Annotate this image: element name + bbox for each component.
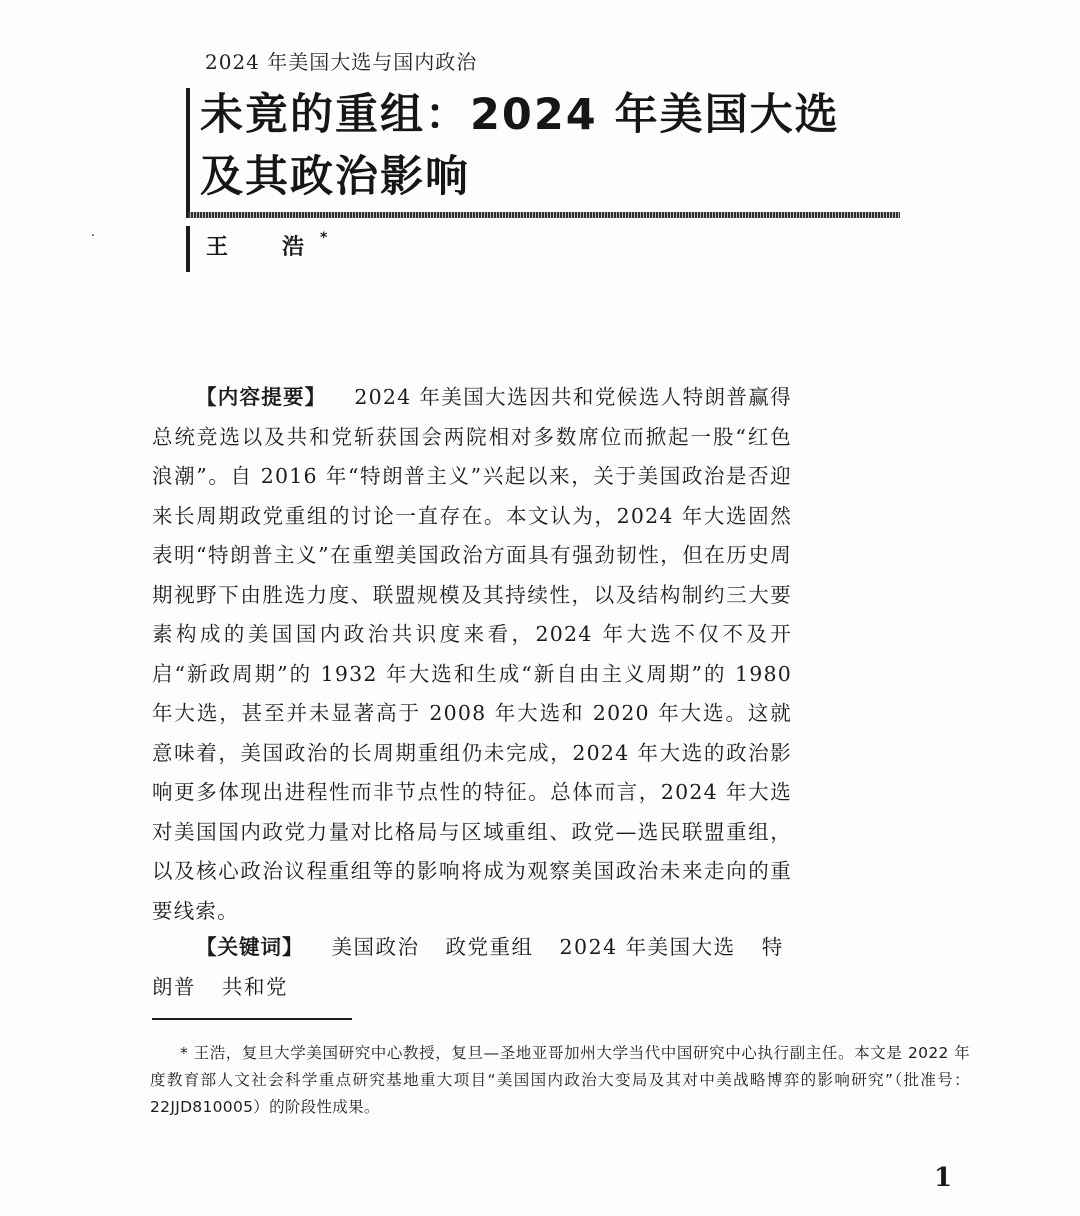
keyword: 政党重组: [445, 935, 534, 959]
keywords-label: 【关键词】: [196, 935, 304, 959]
keyword: 美国政治: [331, 935, 420, 959]
title-line-2: 及其政治影响: [200, 152, 470, 202]
author-name: 王 浩: [206, 235, 321, 260]
keywords: [152, 928, 792, 1007]
footnote: * 王浩，复旦大学美国研究中心教授，复旦—圣地亚哥加州大学当代中国研究中心执行副主任。本文是 2022 年度教育部人文社会科学重点研究基地重大项目“美国国内政治大变局及其对中美战略博弈的影响研究”（批准号：22JJD810005）的阶段性成果。: [150, 1044, 970, 1116]
author: [206, 230, 327, 261]
keyword: 特朗普: [152, 935, 784, 999]
article-title: [200, 84, 900, 208]
title-divider: [188, 212, 900, 218]
title-line-1: 未竟的重组：2024 年美国大选: [200, 90, 840, 140]
footnote-divider: [152, 1018, 352, 1020]
keyword: 2024 年美国大选: [559, 935, 736, 959]
abstract-label: 【内容提要】: [196, 385, 327, 409]
scan-speck: [92, 234, 94, 236]
author-footnote-mark: *: [320, 229, 328, 246]
abstract-text: 2024 年美国大选因共和党候选人特朗普赢得总统竞选以及共和党斩获国会两院相对多数席位而掀起一股“红色浪潮”。自 2016 年“特朗普主义”兴起以来，关于美国政治是否迎来长周期政党重组的讨论一直存在。本文认为，2024 年大选固然表明“特朗普主义”在重塑美国政治方面具有强劲韧性，但在历史周期视野下由胜选力度、联盟规模及其持续性，以及结构制约三大要素构成的美国国内政治共识度来看，2024 年大选不仅不及开启“新政周期”的 1932 年大选和生成“新自由主义周期”的 1980 年大选，甚至并未显著高于 2008 年大选和 2020 年大选。这就意味着，美国政治的长周期重组仍未完成，2024 年大选的政治影响更多体现出进程性而非节点性的特征。总体而言，2024 年大选对美国国内政党力量对比格局与区域重组、政党—选民联盟重组，以及核心政治议程重组等的影响将成为观察美国政治未来走向的重要线索。: [152, 385, 793, 923]
author-side-bar: [186, 226, 190, 272]
abstract: [152, 378, 792, 931]
keyword: 共和党: [222, 974, 288, 999]
title-side-bar: [186, 88, 190, 218]
running-head: 2024 年美国大选与国内政治: [205, 50, 478, 74]
page-number: 1: [934, 1163, 953, 1193]
